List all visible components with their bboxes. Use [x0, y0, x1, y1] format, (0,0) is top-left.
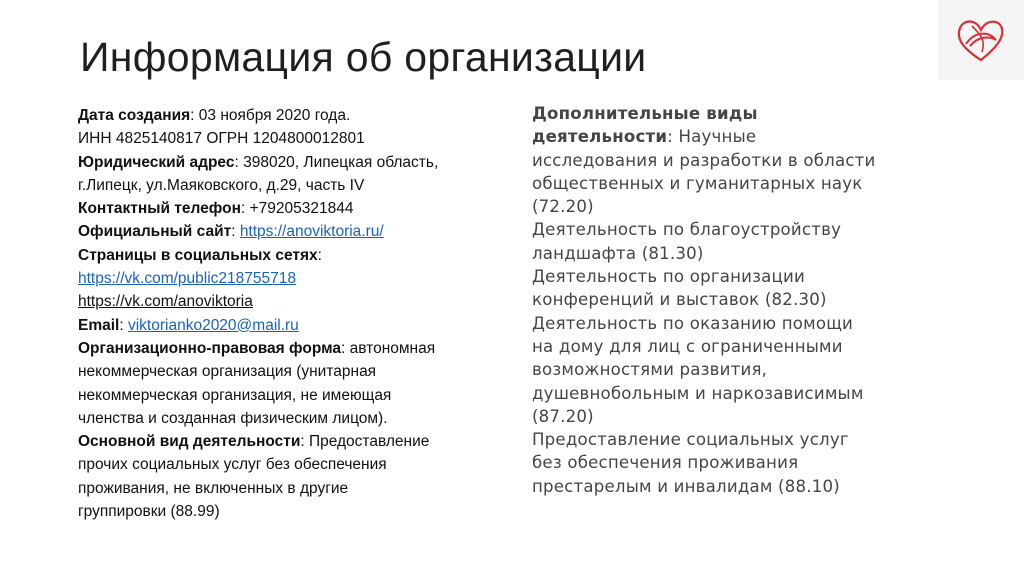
- additional-activities-line: деятельности: Научные: [532, 127, 757, 147]
- social-pages: Страницы в социальных сетях:: [78, 246, 322, 264]
- additional-activities-heading: Дополнительные виды: [532, 104, 758, 123]
- additional-activities-line: ландшафта (81.30): [532, 243, 704, 263]
- social-link-row-1: [78, 267, 498, 290]
- additional-activities-line: Деятельность по организации: [532, 267, 805, 287]
- additional-activities-line: Деятельность по благоустройству: [532, 220, 842, 240]
- main-activity-line-2: прочих социальных услуг без обеспечения: [78, 456, 387, 474]
- legal-address: Юридический адрес: 398020, Липецкая область,: [78, 153, 439, 171]
- legal-form: Организационно-правовая форма: автономная: [78, 339, 436, 357]
- additional-activities-line: возможностями развития,: [532, 360, 768, 380]
- additional-activities-line: без обеспечения проживания: [532, 453, 799, 473]
- legal-form-line-2: некоммерческая организация (унитарная: [78, 363, 377, 381]
- additional-activities-line: престарелым и инвалидам (88.10): [532, 476, 840, 496]
- legal-form-line-3: некоммерческая организация, не имеющая: [78, 386, 392, 404]
- inn-ogrn: ИНН 4825140817 ОГРН 1204800012801: [78, 130, 365, 148]
- vk-public-link[interactable]: https://vk.com/public218755718: [78, 270, 296, 288]
- organization-details: [78, 104, 498, 523]
- email: Email: viktorianko2020@mail.ru: [78, 316, 299, 334]
- vk-profile-link[interactable]: https://vk.com/anoviktoria: [78, 293, 253, 311]
- additional-activities-line: (87.20): [532, 406, 594, 426]
- additional-activities: [532, 102, 1002, 498]
- additional-activities-line: исследования и разработки в области: [532, 150, 876, 170]
- legal-address-cont: г.Липецк, ул.Маяковского, д.29, часть IV: [78, 176, 365, 194]
- main-activity-line-3: проживания, не включенных в другие: [78, 479, 349, 497]
- social-link-row-2: [78, 290, 498, 313]
- additional-activities-line: душевнобольным и наркозависимым: [532, 383, 864, 403]
- founding-date: Дата создания: 03 ноября 2020 года.: [78, 107, 351, 124]
- additional-activities-line: Деятельность по оказанию помощи: [532, 313, 854, 333]
- additional-activities-line: общественных и гуманитарных наук: [532, 173, 863, 193]
- heart-ribbon-logo-icon: [952, 10, 1010, 66]
- main-activity-line-4: группировки (88.99): [78, 503, 220, 521]
- additional-activities-line: на дому для лиц с ограниченными: [532, 336, 843, 356]
- official-site-link[interactable]: https://anoviktoria.ru/: [239, 223, 384, 241]
- contact-phone: Контактный телефон: +79205321844: [78, 200, 354, 218]
- additional-activities-line: конференций и выставок (82.30): [532, 290, 827, 310]
- main-activity: Основной вид деятельности: Предоставление: [78, 433, 430, 451]
- official-site: Официальный сайт: https://anoviktoria.ru/: [78, 223, 384, 241]
- additional-activities-line: Предоставление социальных услуг: [532, 430, 849, 450]
- additional-activities-line: (72.20): [532, 197, 594, 217]
- page-title: Информация об организации: [80, 34, 647, 80]
- logo-area: [938, 0, 1024, 80]
- legal-form-line-4: членства и созданная физическим лицом).: [78, 409, 388, 427]
- email-link[interactable]: viktorianko2020@mail.ru: [127, 316, 299, 334]
